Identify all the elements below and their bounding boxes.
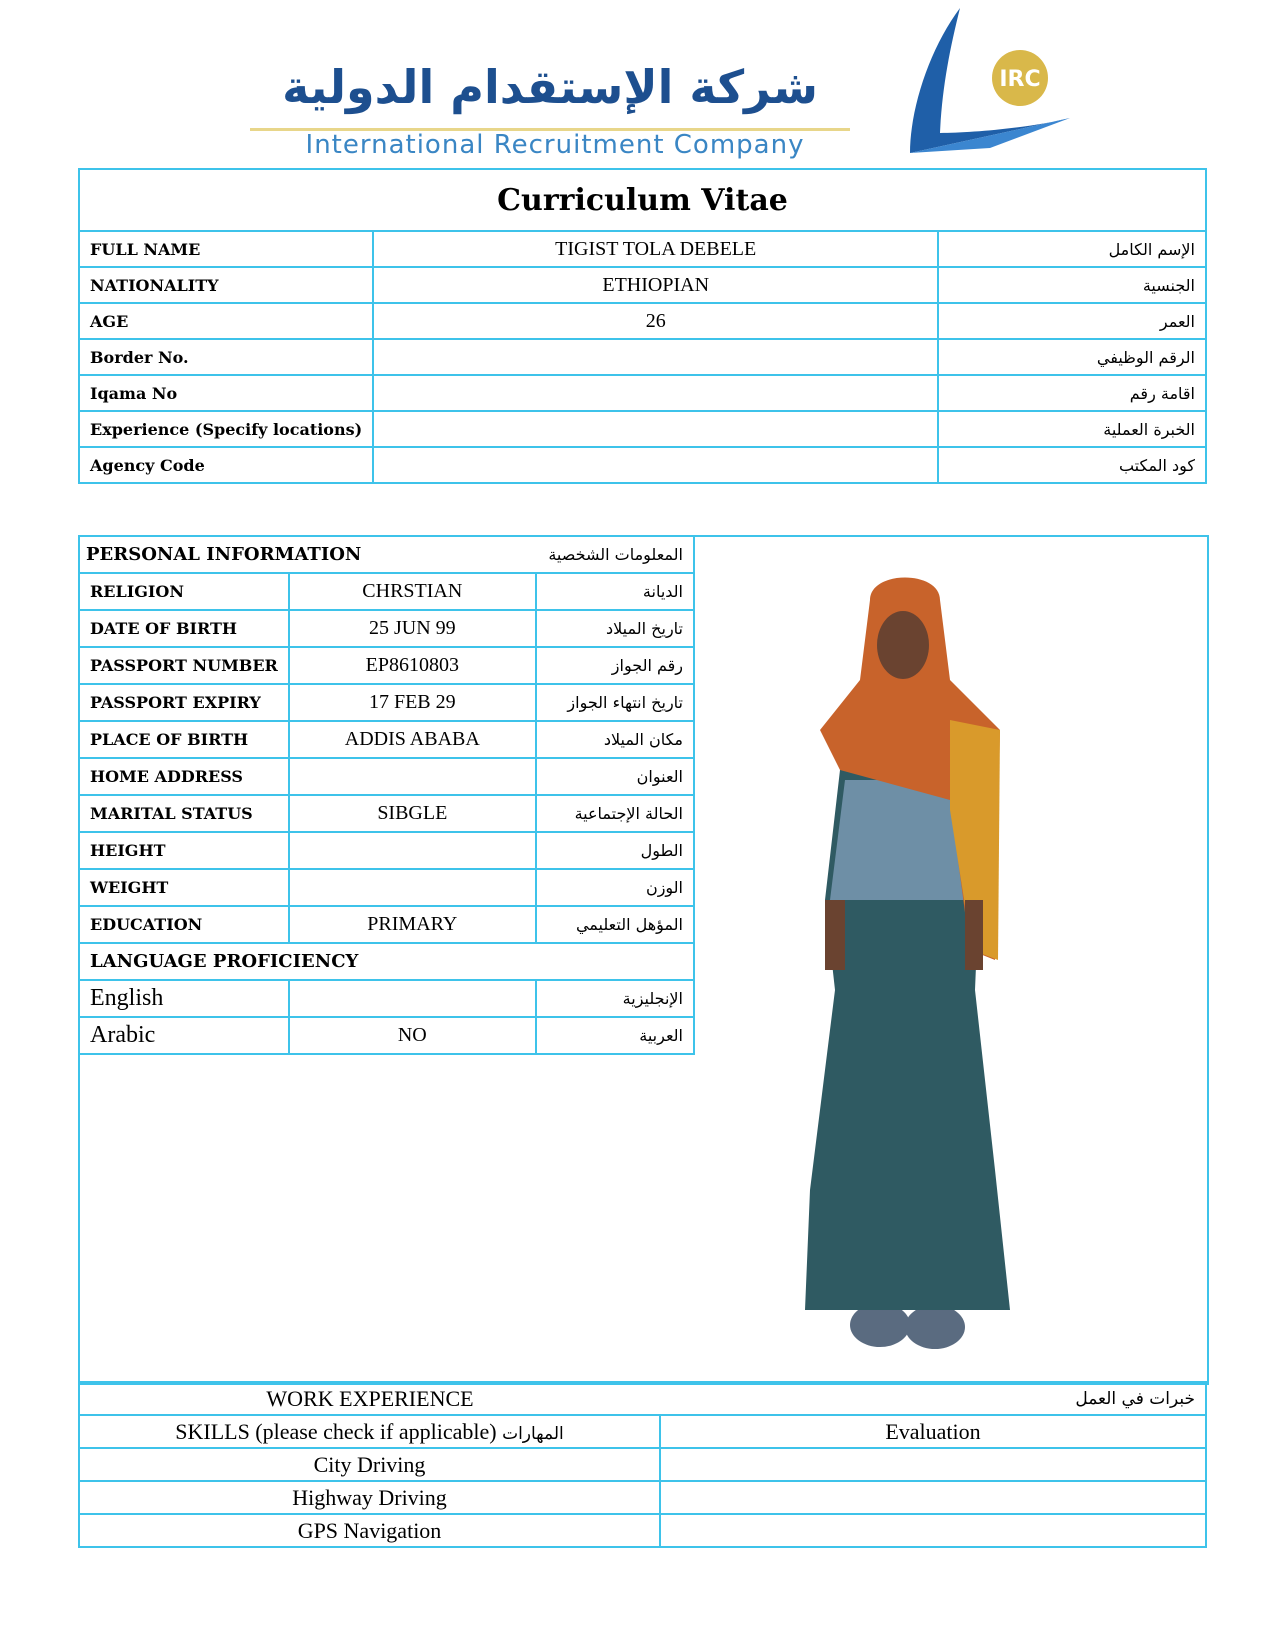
field-value: TIGIST TOLA DEBELE	[373, 231, 938, 267]
summary-table	[78, 168, 1207, 484]
field-value: 17 FEB 29	[289, 684, 536, 721]
field-label-ar: تاريخ انتهاء الجواز	[536, 684, 694, 721]
skill-name: GPS Navigation	[79, 1514, 660, 1547]
field-label-ar: الخبرة العملية	[938, 411, 1206, 447]
table-row	[79, 339, 1206, 375]
table-row	[79, 1481, 1206, 1514]
table-row	[79, 610, 694, 647]
field-label: HOME ADDRESS	[79, 758, 289, 795]
table-row	[79, 267, 1206, 303]
field-label-ar: تاريخ الميلاد	[536, 610, 694, 647]
field-label: Agency Code	[79, 447, 373, 483]
table-row	[79, 980, 694, 1017]
field-label-ar: كود المكتب	[938, 447, 1206, 483]
skill-name: City Driving	[79, 1448, 660, 1481]
field-label: PASSPORT EXPIRY	[79, 684, 289, 721]
table-row	[79, 758, 694, 795]
field-label-ar: الإسم الكامل	[938, 231, 1206, 267]
personal-info-title-ar: المعلومات الشخصية	[536, 536, 694, 573]
skill-evaluation	[660, 1514, 1206, 1547]
page-title: Curriculum Vitae	[79, 169, 1206, 231]
personal-info-title: PERSONAL INFORMATION	[79, 536, 536, 573]
field-value	[373, 375, 938, 411]
field-value	[289, 832, 536, 869]
field-label-ar: الرقم الوظيفي	[938, 339, 1206, 375]
field-label-ar: الحالة الإجتماعية	[536, 795, 694, 832]
evaluation-header: Evaluation	[660, 1415, 1206, 1448]
table-row	[79, 1017, 694, 1054]
table-row	[79, 447, 1206, 483]
field-value	[373, 447, 938, 483]
language-proficiency-title: LANGUAGE PROFICIENCY	[79, 943, 694, 980]
table-row	[79, 684, 694, 721]
field-value: ADDIS ABABA	[289, 721, 536, 758]
table-row	[79, 375, 1206, 411]
field-label-ar: الجنسية	[938, 267, 1206, 303]
table-row	[79, 721, 694, 758]
field-label: Experience (Specify locations)	[79, 411, 373, 447]
field-label-ar: الديانة	[536, 573, 694, 610]
table-row	[79, 906, 694, 943]
language-name-ar: الإنجليزية	[536, 980, 694, 1017]
field-value: CHRSTIAN	[289, 573, 536, 610]
field-value: EP8610803	[289, 647, 536, 684]
language-name: English	[79, 980, 289, 1017]
field-label-ar: العمر	[938, 303, 1206, 339]
language-name: Arabic	[79, 1017, 289, 1054]
field-label: HEIGHT	[79, 832, 289, 869]
table-row	[79, 869, 694, 906]
table-row	[79, 795, 694, 832]
field-label-ar: مكان الميلاد	[536, 721, 694, 758]
language-name-ar: العربية	[536, 1017, 694, 1054]
field-label: MARITAL STATUS	[79, 795, 289, 832]
work-experience-title: WORK EXPERIENCE	[79, 1382, 660, 1415]
table-row	[79, 832, 694, 869]
field-label: WEIGHT	[79, 869, 289, 906]
skill-evaluation	[660, 1481, 1206, 1514]
language-level: NO	[289, 1017, 536, 1054]
field-value: ETHIOPIAN	[373, 267, 938, 303]
table-row	[79, 647, 694, 684]
field-label: DATE OF BIRTH	[79, 610, 289, 647]
field-value: 25 JUN 99	[289, 610, 536, 647]
table-row	[79, 1514, 1206, 1547]
skill-evaluation	[660, 1448, 1206, 1481]
field-value	[373, 339, 938, 375]
table-row	[79, 303, 1206, 339]
field-label: Border No.	[79, 339, 373, 375]
logo-mark-icon	[870, 8, 1080, 158]
work-experience-title-ar: خبرات في العمل	[660, 1382, 1206, 1415]
field-label: RELIGION	[79, 573, 289, 610]
field-label: NATIONALITY	[79, 267, 373, 303]
field-label-ar: اقامة رقم	[938, 375, 1206, 411]
field-label: PASSPORT NUMBER	[79, 647, 289, 684]
field-label: Iqama No	[79, 375, 373, 411]
table-row	[79, 231, 1206, 267]
logo-arabic-text: شركة الإستقدام الدولية	[282, 60, 818, 114]
field-label-ar: المؤهل التعليمي	[536, 906, 694, 943]
field-value: 26	[373, 303, 938, 339]
skills-header: SKILLS (please check if applicable) المهارات	[79, 1415, 660, 1448]
table-row	[79, 411, 1206, 447]
table-row	[79, 1448, 1206, 1481]
logo-english-text: International Recruitment Company	[305, 130, 805, 160]
field-label: PLACE OF BIRTH	[79, 721, 289, 758]
skill-name: Highway Driving	[79, 1481, 660, 1514]
field-label-ar: الطول	[536, 832, 694, 869]
field-value: PRIMARY	[289, 906, 536, 943]
field-label: EDUCATION	[79, 906, 289, 943]
skills-table	[78, 1381, 1207, 1548]
field-value	[373, 411, 938, 447]
personal-info-table	[78, 535, 695, 1055]
field-label: AGE	[79, 303, 373, 339]
field-label: FULL NAME	[79, 231, 373, 267]
language-level	[289, 980, 536, 1017]
field-value	[289, 758, 536, 795]
field-value: SIBGLE	[289, 795, 536, 832]
field-value	[289, 869, 536, 906]
field-label-ar: الوزن	[536, 869, 694, 906]
field-label-ar: رقم الجواز	[536, 647, 694, 684]
svg-text:IRC: IRC	[999, 67, 1041, 92]
company-logo	[240, 8, 1090, 158]
field-label-ar: العنوان	[536, 758, 694, 795]
table-row	[79, 573, 694, 610]
applicant-photo	[800, 570, 1060, 1365]
